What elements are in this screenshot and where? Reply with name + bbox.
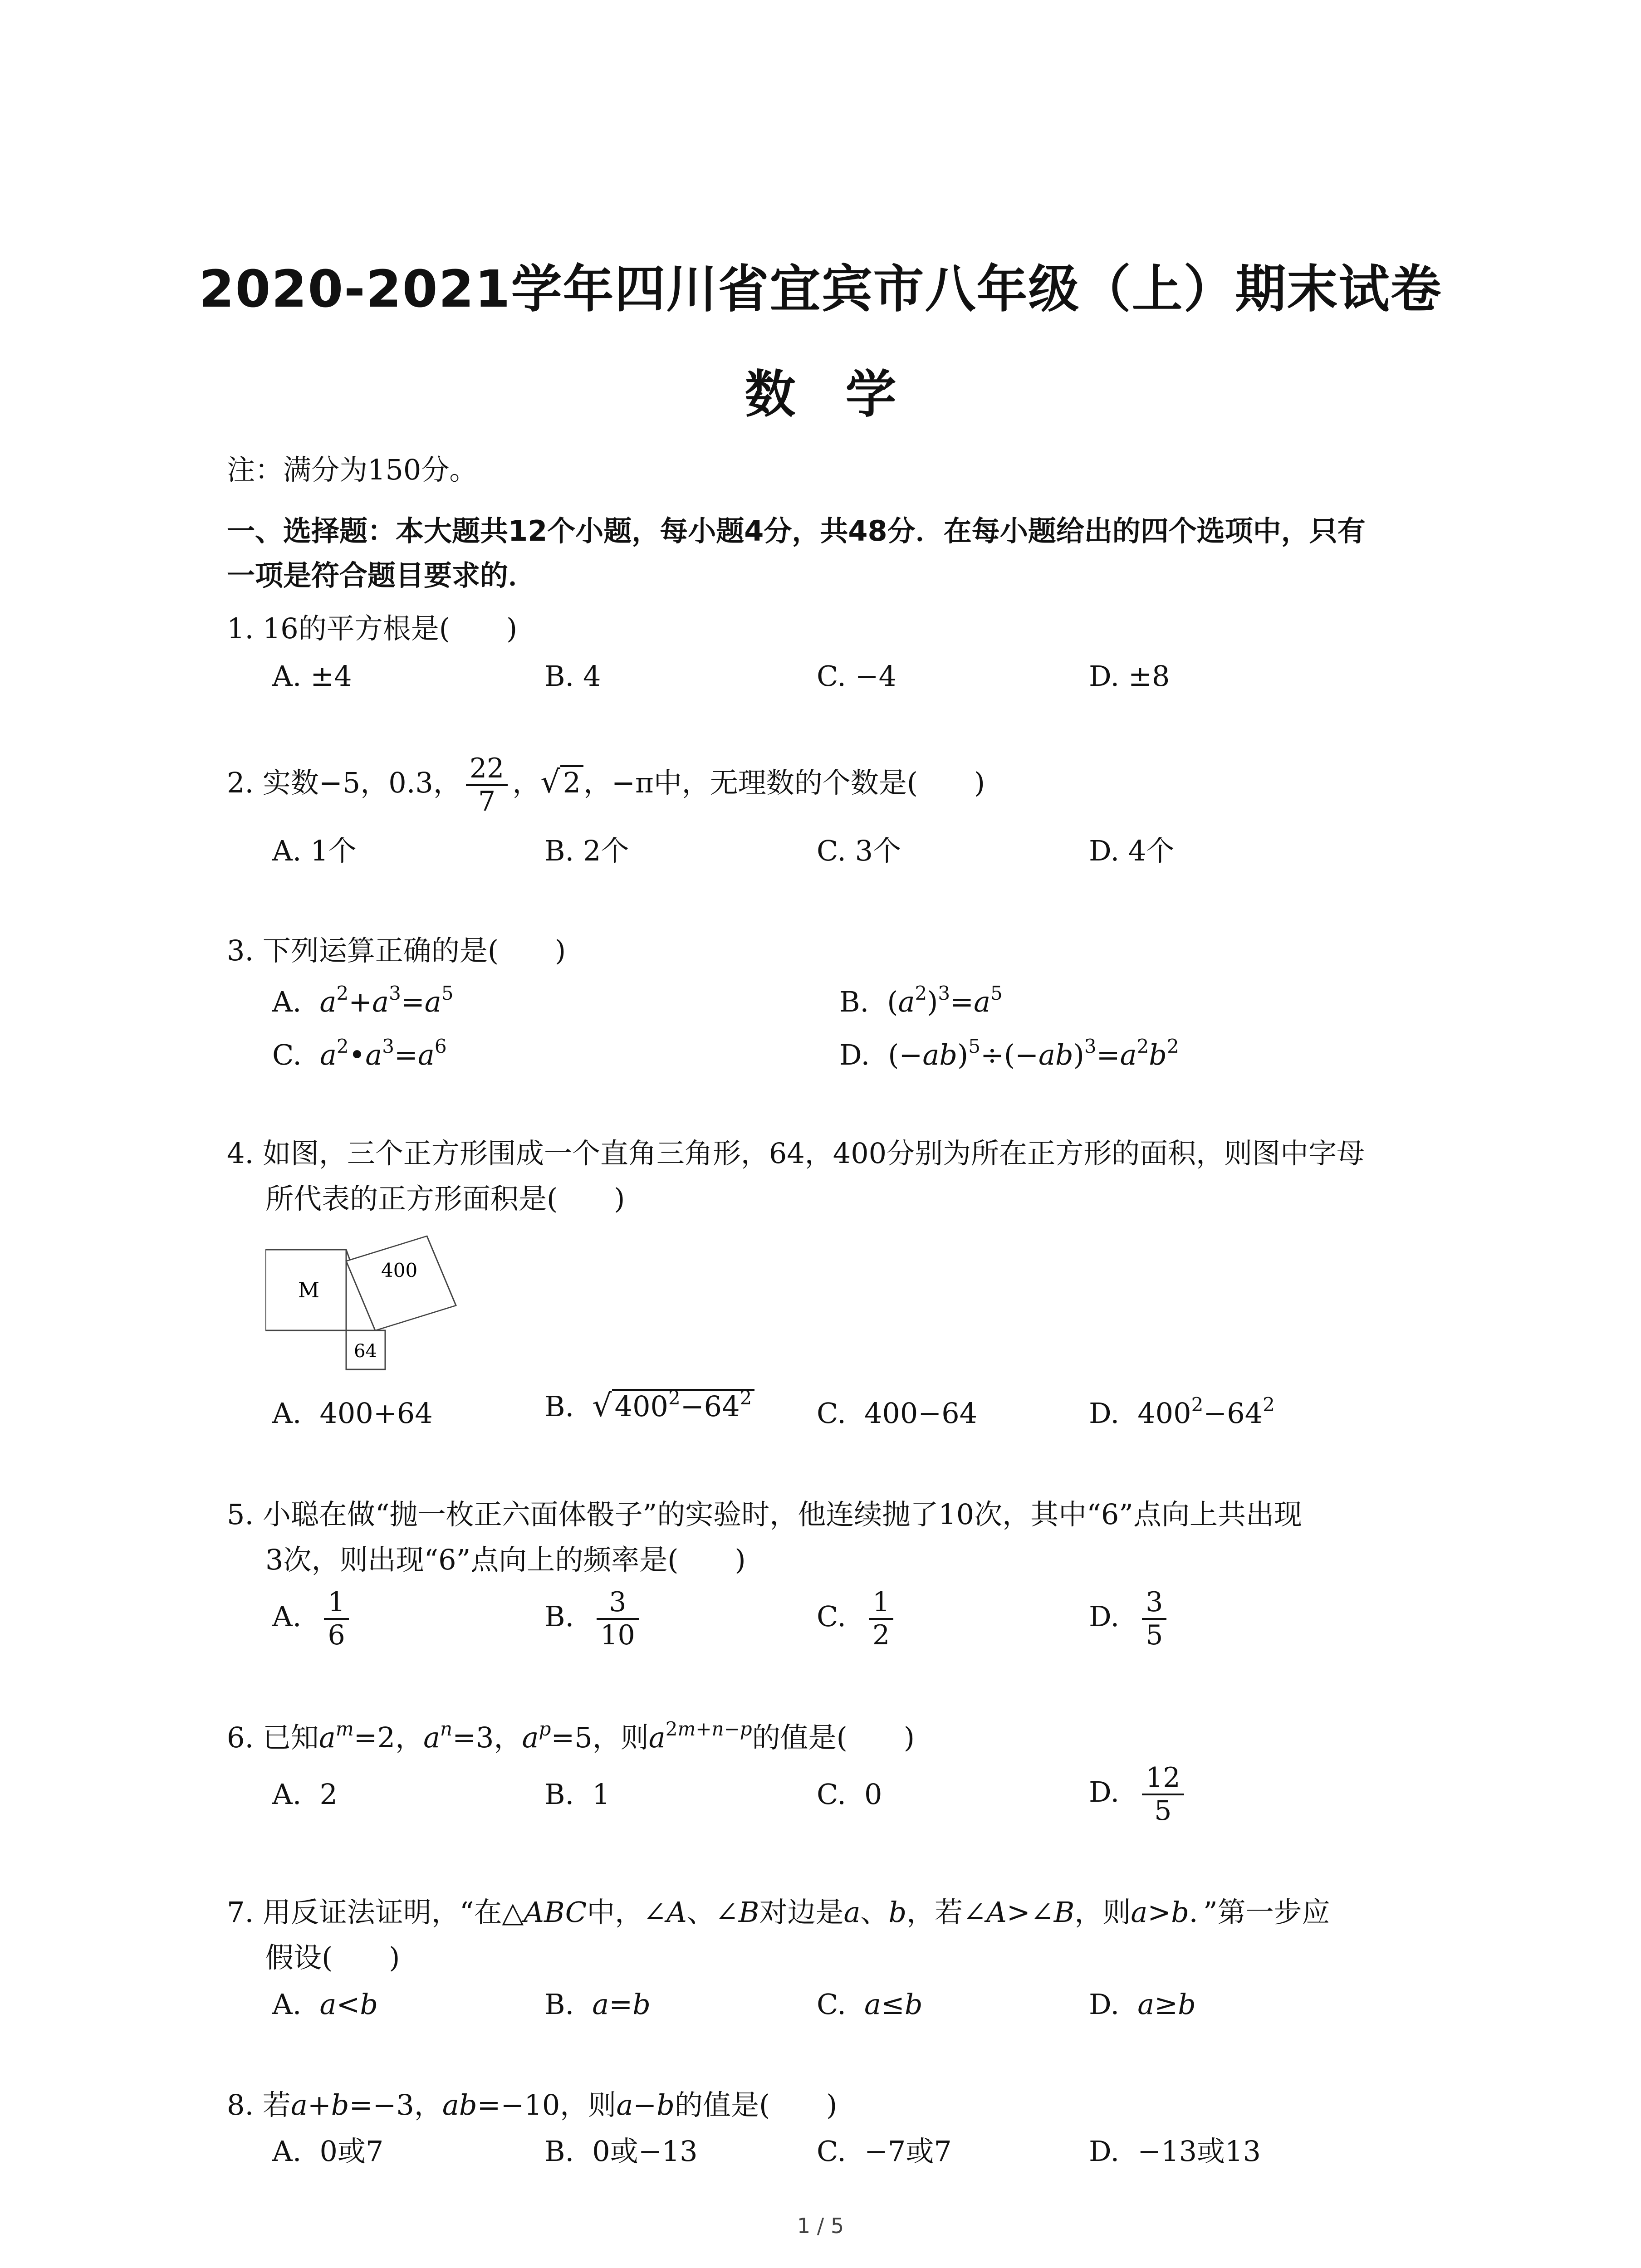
q2-comma: ，: [512, 766, 541, 800]
q4-option-a: A. 400+64: [272, 1397, 433, 1430]
section-heading-line2: 一项是符合题目要求的．: [227, 559, 537, 592]
q8-option-d: D. −13或13: [1089, 2135, 1261, 2168]
q2-option-b: B. 2个: [544, 834, 629, 867]
q2-fraction: [466, 753, 508, 817]
question-4-line1: 4. 如图，三个正方形围成一个直角三角形，64，400分别为所在正方形的面积，则图中字母: [227, 1137, 1365, 1170]
q2-suffix: ，−π中，无理数的个数是( ): [583, 766, 985, 800]
question-5-line2: 3次，则出现“6”点向上的频率是( ): [265, 1543, 746, 1576]
q4-option-d: D. $400^2-64^2$: [1089, 1393, 1275, 1430]
q6-option-c: C. 0: [817, 1778, 882, 1811]
q2-sqrt-value: 2: [560, 765, 583, 797]
question-4-line2: 所代表的正方形面积是( ): [265, 1182, 625, 1215]
q5-option-b: B. $\frac{3}{10}$: [544, 1587, 643, 1651]
q2-option-d: D. 4个: [1089, 834, 1175, 867]
q4-option-b: B. $√400^2-64^2$: [544, 1389, 754, 1422]
q2-frac-num: 22: [466, 753, 508, 786]
q2-prefix: 2. 实数−5，0.3，: [227, 766, 461, 800]
q5-option-a: A. $\frac{1}{6}$: [272, 1587, 353, 1651]
q4-option-c: C. 400−64: [817, 1397, 978, 1430]
subject-title: 数学: [745, 365, 946, 424]
q5-option-c: C. $\frac{1}{2}$: [817, 1587, 898, 1651]
q2-sqrt: [540, 764, 583, 801]
figure-label-64: 64: [354, 1341, 377, 1362]
question-6-stem: 6. 已知$a^m=2$，$a^n=3$，$a^p=5$，则$a^{2m+n-p}$的值是( ): [227, 1718, 915, 1754]
page-title: 2020-2021学年四川省宜宾市八年级（上）期末试卷: [199, 260, 1442, 319]
figure-label-m: M: [298, 1278, 320, 1302]
score-note: 注：满分为150分。: [227, 453, 478, 486]
question-2-stem: [227, 753, 985, 817]
q5-option-d: D. $\frac{3}{5}$: [1089, 1587, 1171, 1651]
page-number: 1 / 5: [797, 2214, 844, 2238]
question-7-line2: 假设( ): [265, 1941, 400, 1974]
q7-option-c: C. a≤b: [817, 1988, 923, 2021]
section-heading-line1: 一、选择题：本大题共12个小题，每小题4分，共48分．在每小题给出的四个选项中，只有: [227, 514, 1366, 547]
q1-option-c: C. −4: [817, 660, 897, 693]
question-5-line1: 5. 小聪在做“抛一枚正六面体骰子”的实验时，他连续抛了10次，其中“6”点向上共出现: [227, 1498, 1302, 1531]
radical-sign-icon: √: [540, 764, 560, 801]
q1-option-a: A. ±4: [272, 660, 352, 693]
q2-option-a: A. 1个: [272, 834, 357, 867]
q3-option-a: A. $a^2+a^3=a^5$: [272, 982, 454, 1018]
q7-option-b: B. a=b: [544, 1988, 651, 2021]
q3-option-c: C. $a^2•a^3=a^6$: [272, 1035, 447, 1071]
q6-option-b: B. 1: [544, 1778, 610, 1811]
q3-option-d: D. $(-ab)^5\div(-ab)^3=a^2b^2$: [839, 1035, 1179, 1071]
question-8-stem: 8. 若a+b=−3，ab=−10，则a−b的值是( ): [227, 2088, 838, 2121]
q8-option-c: C. −7或7: [817, 2135, 952, 2168]
q7-option-d: D. a≥b: [1089, 1988, 1196, 2021]
question-3-stem: 3. 下列运算正确的是( ): [227, 934, 566, 967]
q6-option-d: D. $\frac{12}{5}$: [1089, 1762, 1189, 1827]
q1-option-d: D. ±8: [1089, 660, 1170, 693]
q1-option-b: B. 4: [544, 660, 601, 693]
figure-label-400: 400: [381, 1259, 418, 1281]
q2-option-c: C. 3个: [817, 834, 901, 867]
q8-option-b: B. 0或−13: [544, 2135, 698, 2168]
q6-option-a: A. 2: [272, 1778, 338, 1811]
q4-pythagoras-figure: [265, 1234, 465, 1388]
q8-option-a: A. 0或7: [272, 2135, 384, 2168]
radical-sign-icon: √: [592, 1388, 612, 1424]
q3-option-b: B. $(a^2)^3=a^5$: [839, 982, 1003, 1018]
question-1-stem: 1. 16的平方根是( ): [227, 612, 518, 645]
q7-option-a: A. a<b: [272, 1988, 378, 2021]
q2-frac-den: 7: [478, 786, 496, 817]
question-7-line1: 7. 用反证法证明，“在△ABC中，∠A、∠B对边是a、b，若∠A>∠B，则a>b．”第一步应: [227, 1896, 1330, 1929]
